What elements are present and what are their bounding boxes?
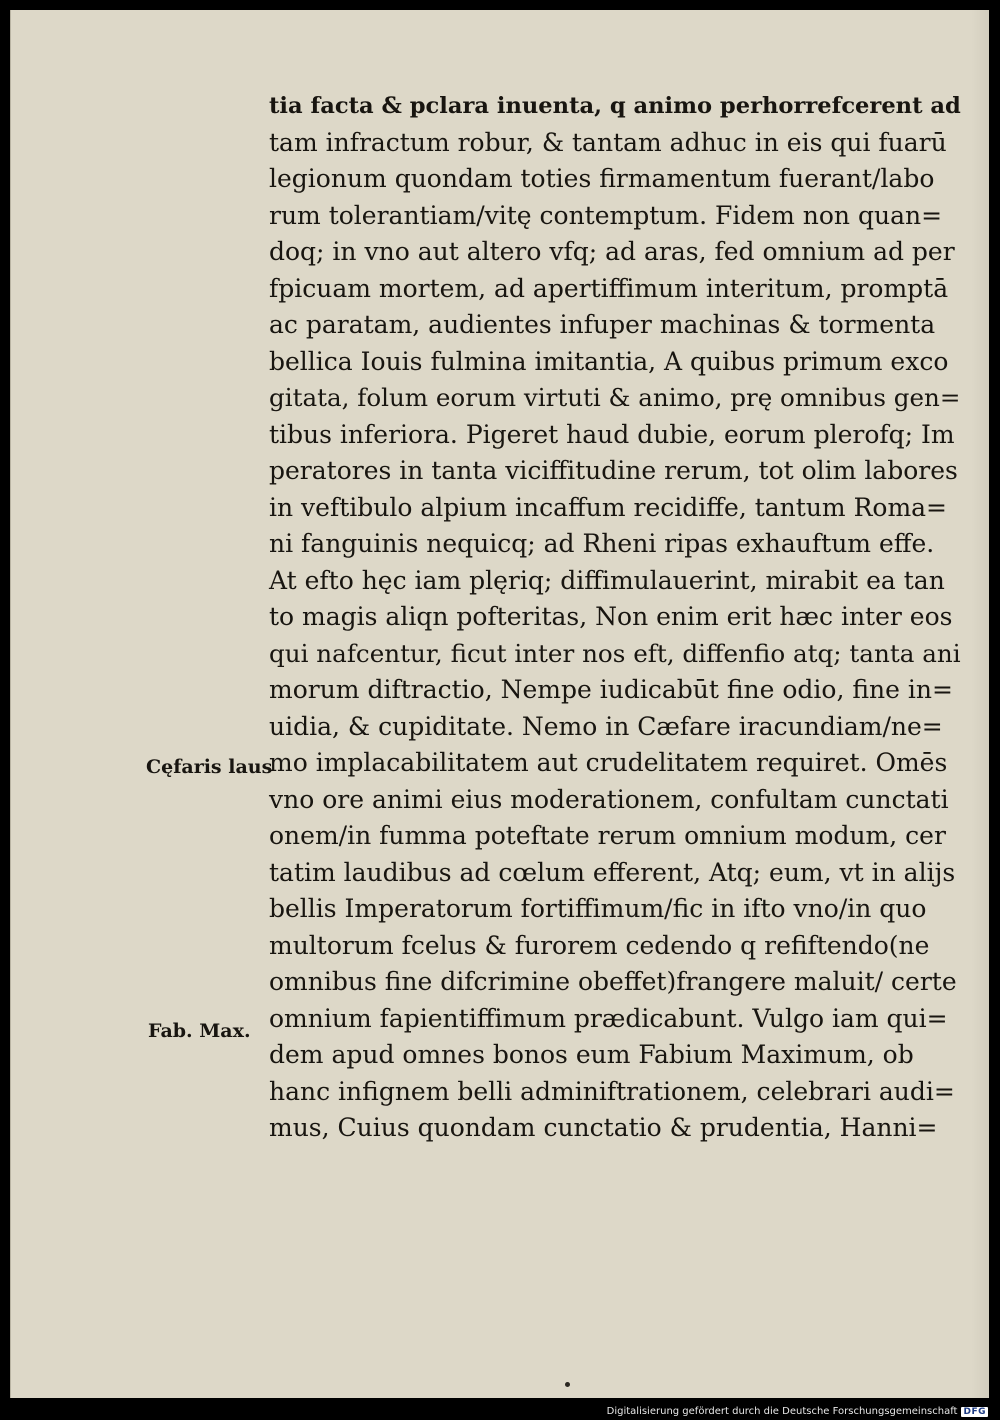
footer-credit: Digitalisierung gefördert durch die Deutsche Forschungsgemeinschaft (606, 1406, 958, 1417)
dfg-logo: DFG (963, 1406, 986, 1417)
text-line: rum tolerantiam/vitę contemptum. Fidem non quan= (269, 200, 943, 230)
text-line: tatim laudibus ad cœlum efferent, Atq; eum, vt in alijs (269, 857, 956, 887)
margin-note-fabius: Fab. Max. (148, 1020, 251, 1042)
text-line: bellis Imperatorum fortiffimum/fic in ifto vno/in quo (269, 894, 927, 923)
text-line: mo implacabilitatem aut crudelitatem requiret. Omēs (269, 748, 948, 777)
digitization-footer (607, 1406, 988, 1417)
text-line: omnium fapientiffimum prædicabunt. Vulgo iam qui= (269, 1003, 948, 1033)
text-line: hanc infignem belli adminiftrationem, celebrari audi= (269, 1076, 955, 1106)
text-line: legionum quondam toties firmamentum fuerant/labo (269, 164, 935, 193)
text-line: dem apud omnes bonos eum Fabium Maximum, ob (269, 1040, 914, 1069)
text-line: At efto hęc iam plęriq; diffimulauerint, mirabit ea tan (269, 565, 945, 595)
text-line: in veftibulo alpium incaffum recidiffe, tantum Roma= (269, 492, 948, 522)
text-line: ac paratam, audientes infuper machinas & tormenta (269, 310, 936, 339)
text-line: tia facta & pclara inuenta, q animo perhorrefcerent ad (269, 93, 961, 119)
text-line: ni fanguinis nequicq; ad Rheni ripas exhauftum effe. (269, 529, 935, 558)
margin-note-caesar: Cęfaris laus (146, 756, 273, 778)
text-line: gitata, folum eorum virtuti & animo, prę omnibus gen= (269, 383, 961, 412)
body-text (269, 88, 961, 1147)
text-line: qui nafcentur, ficut inter nos eft, diffenfio atq; tanta ani (269, 638, 961, 668)
text-line: mus, Cuius quondam cunctatio & prudentia, Hanni= (269, 1113, 938, 1142)
text-line: vno ore animi eius moderationem, confultam cunctati (269, 784, 949, 814)
text-line: peratores in tanta viciffitudine rerum, tot olim labores (269, 456, 958, 485)
text-line: omnibus fine difcrimine obeffet)frangere maluit/ certe (269, 967, 957, 996)
text-line: tam infractum robur, & tantam adhuc in eis qui fuarū (269, 127, 947, 157)
page-edge-shadow (971, 10, 989, 1398)
scanned-page (10, 10, 989, 1398)
text-line: tibus inferiora. Pigeret haud dubie, eorum plerofq; Im (269, 419, 955, 449)
text-line: to magis aliqn pofteritas, Non enim erit hæc inter eos (269, 602, 953, 631)
text-line: doq; in vno aut altero vfq; ad aras, fed omnium ad per (269, 237, 955, 266)
text-line: morum diftractio, Nempe iudicabūt fine odio, fine in= (269, 675, 953, 704)
ink-speck (565, 1382, 570, 1387)
text-line: uidia, & cupiditate. Nemo in Cæfare iracundiam/ne= (269, 711, 943, 741)
text-line: multorum fcelus & furorem cedendo q refiftendo(ne (269, 930, 930, 960)
text-line: fpicuam mortem, ad apertiffimum interitum, promptā (269, 273, 949, 303)
text-line: bellica Iouis fulmina imitantia, A quibus primum exco (269, 346, 949, 376)
text-line: onem/in fumma poteftate rerum omnium modum, cer (269, 821, 946, 850)
